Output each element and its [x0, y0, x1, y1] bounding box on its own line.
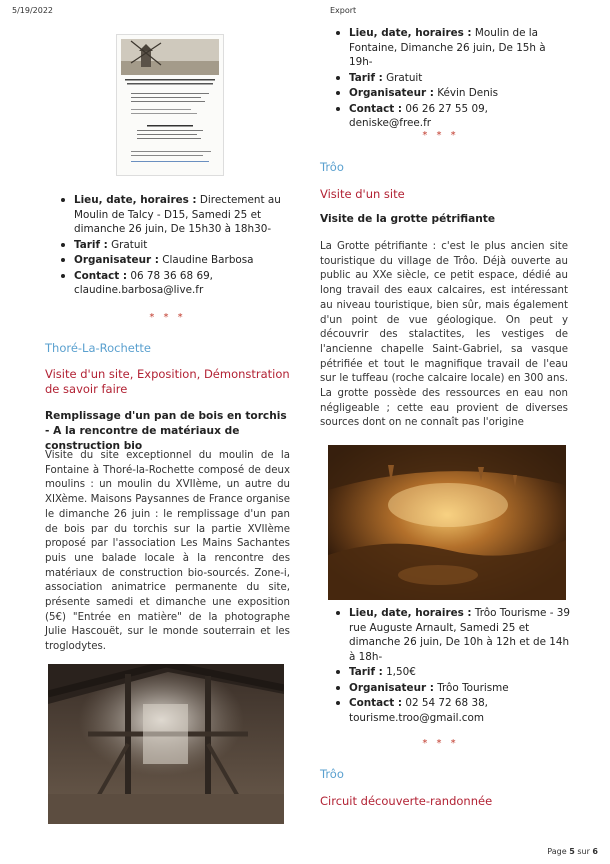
field-label: Contact :	[349, 102, 403, 115]
list-item	[332, 102, 572, 131]
town-heading: Trôo	[320, 160, 344, 174]
windmill-illustration	[117, 35, 223, 175]
list-item	[332, 71, 572, 86]
field-value: Trôo Tourisme	[437, 681, 509, 694]
print-title: Export	[330, 6, 357, 15]
category-heading: Visite d'un site	[320, 187, 405, 201]
field-value: Claudine Barbosa	[162, 254, 254, 266]
list-item	[57, 238, 282, 253]
field-label: Contact :	[74, 269, 128, 282]
list-item	[332, 86, 572, 101]
field-value: Kévin Denis	[437, 87, 499, 99]
event3-info-list	[332, 606, 572, 726]
list-item	[57, 253, 282, 268]
list-item	[57, 193, 282, 237]
page-total: 6	[592, 847, 598, 856]
field-label: Lieu, date, horaires :	[349, 607, 472, 619]
field-label: Tarif :	[349, 666, 383, 678]
category-heading: Visite d'un site, Exposition, Démonstration de savoir faire	[45, 367, 290, 396]
page-indicator	[547, 847, 598, 856]
page-sep: sur	[577, 847, 590, 856]
town-heading: Thoré-La-Rochette	[45, 341, 151, 355]
field-value: 06 78 36 68 69, claudine.barbosa@live.fr	[74, 269, 213, 296]
page-label: Page	[547, 847, 567, 856]
event-title: Visite de la grotte pétrifiante	[320, 213, 496, 225]
field-value: Gratuit	[111, 238, 148, 251]
field-value: Moulin de la Fontaine, Dimanche 26 juin, De 15h à 19h-	[349, 27, 546, 68]
cave-photo	[328, 445, 566, 600]
list-item	[57, 269, 282, 298]
event2-info-list	[332, 26, 572, 132]
event-description: Visite du site exceptionnel du moulin de la Fontaine à Thoré-la-Rochette composé de deux moulins : un moulin du XVIIème, un autre du XIXème. Maisons Paysannes de France organise le dimanche 26 juin : le remplissage d'un pan de bois par du torchis sur la partie XVIIème proposé par l'association Les Mains Sachantes puis une balade locale à la rencontre des matériaux de construction bio-sourcés. Zone-i, association animatrice permanente du site, présente samedi et dimanche une exposition (5€) "Entrée en matière" de la photographe Julie Hascouët, sur le monde souterrain et les troglodytes.	[45, 450, 290, 653]
field-label: Lieu, date, horaires :	[74, 194, 197, 206]
field-label: Tarif :	[349, 71, 383, 84]
list-item	[332, 26, 572, 70]
field-label: Organisateur :	[349, 87, 434, 99]
field-label: Tarif :	[74, 238, 108, 251]
list-item	[332, 696, 572, 725]
separator-stars: * * *	[422, 738, 459, 749]
town-heading: Trôo	[320, 767, 344, 781]
list-item	[332, 665, 572, 680]
field-value: Trôo Tourisme - 39 rue Auguste Arnault, Samedi 25 et dimanche 26 juin, De 10h à 12h et de 14h à 18h-	[349, 607, 570, 663]
field-label: Organisateur :	[74, 254, 159, 266]
separator-stars: * * *	[422, 130, 459, 141]
list-item	[332, 681, 572, 696]
field-value: 06 26 27 55 09, deniske@free.fr	[349, 102, 488, 129]
event-description: La Grotte pétrifiante : c'est le plus ancien site touristique du village de Trôo. Déjà ouverte au public au XXe siècle, ce petit espace, dédié au long travail des eaux calcaires, est intéressant au niveau touristique, bien sûr, mais également d'un point de vue géologique. On peut y découvrir des stalactites, les vestiges de l'ancienne chapelle Saint-Gabriel, sa vasque pétrifiée et tout le magnifique travail de l'eau sur le tuffeau (roche calcaire locale) en 300 ans. La grotte possède des ressources en eau non négligeable ; cette eau provient de diverses sources dont on ne connaît pas l'origine	[320, 241, 568, 429]
category-heading: Circuit découverte-randonnée	[320, 794, 493, 808]
field-value: Gratuit	[386, 71, 423, 84]
event-title: Remplissage d'un pan de bois en torchis - A la rencontre de matériaux de construction bio	[45, 410, 287, 452]
field-value: 1,50€	[386, 666, 416, 678]
field-value: 02 54 72 68 38, tourisme.troo@gmail.com	[349, 697, 488, 724]
attic-timber-photo	[48, 664, 284, 824]
separator-stars: * * *	[149, 312, 186, 323]
event1-info-list	[57, 193, 282, 299]
print-date: 5/19/2022	[12, 6, 54, 15]
list-item	[332, 606, 572, 664]
field-label: Contact :	[349, 697, 403, 709]
field-label: Lieu, date, horaires :	[349, 27, 472, 39]
mill-flyer-image	[116, 34, 224, 176]
field-value: Directement au Moulin de Talcy - D15, Samedi 25 et dimanche 26 juin, De 15h30 à 18h30-	[74, 194, 281, 235]
field-label: Organisateur :	[349, 681, 434, 694]
page-current: 5	[569, 847, 575, 856]
